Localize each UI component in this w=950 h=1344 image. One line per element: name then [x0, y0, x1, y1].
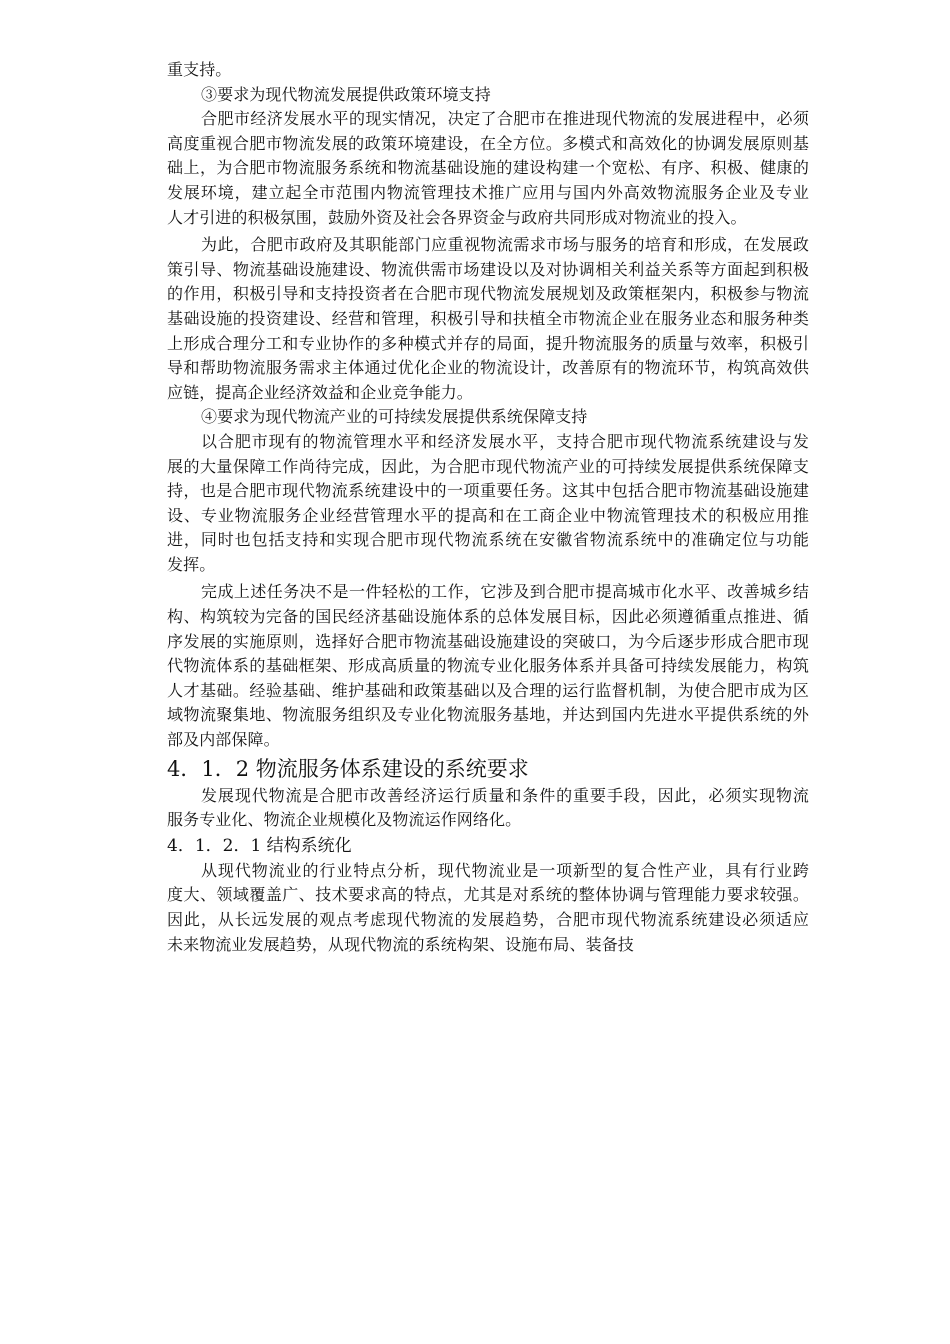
- text-line: 为此，合肥市政府及其职能部门应重视物流需求市场与服务的培育和形成，在发展政: [201, 235, 809, 255]
- text-line: 部及内部保障。: [167, 730, 280, 750]
- text-line: 度大、领域覆盖广、技术要求高的特点，尤其是对系统的整体协调与管理能力要求较强。: [167, 885, 809, 905]
- section-heading: 4．1．2 物流服务体系建设的系统要求: [167, 756, 529, 781]
- text-line: 的作用，积极引导和支持投资者在合肥市现代物流发展规划及政策框架内，积极参与物流: [167, 284, 809, 304]
- text-line: 上形成合理分工和专业协作的多种模式并存的局面，提升物流服务的质量与效率，积极引: [167, 333, 809, 353]
- text-line: 策引导、物流基础设施建设、物流供需市场建设以及对协调相关利益关系等方面起到积极: [167, 259, 809, 279]
- text-line: 发展环境，建立起全市范围内物流管理技术推广应用与国内外高效物流服务企业及专业: [167, 182, 809, 202]
- text-line: 完成上述任务决不是一件轻松的工作，它涉及到合肥市提高城市化水平、改善城乡结: [201, 582, 809, 602]
- text-line: 设、专业物流服务企业经营管理水平的提高和在工商企业中物流管理技术的积极应用推: [167, 505, 809, 525]
- subheading: ③要求为现代物流发展提供政策环境支持: [201, 84, 491, 104]
- text-line: 合肥市经济发展水平的现实情况，决定了合肥市在推进现代物流的发展进程中，必须: [201, 109, 809, 129]
- text-line: 础上，为合肥市物流服务系统和物流基础设施的建设构建一个宽松、有序、积极、健康的: [167, 158, 809, 178]
- text-line: 基础设施的投资建设、经营和管理，积极引导和扶植全市物流企业在服务业态和服务种类: [167, 308, 809, 328]
- text-line: 人才基础。经验基础、维护基础和政策基础以及合理的运行监督机制，为使合肥市成为区: [167, 680, 809, 700]
- text-line: 构、构筑较为完备的国民经济基础设施体系的总体发展目标，因此必须遵循重点推进、循: [167, 607, 809, 627]
- text-line: 人才引进的积极氛围，鼓励外资及社会各界资金与政府共同形成对物流业的投入。: [167, 207, 747, 227]
- text-line: 因此，从长远发展的观点考虑现代物流的发展趋势，合肥市现代物流系统建设必须适应: [167, 910, 809, 929]
- text-line: 服务专业化、物流企业规模化及物流运作网络化。: [167, 810, 522, 830]
- text-line: 持，也是合肥市现代物流系统建设中的一项重要任务。这其中包括合肥市物流基础设施建: [167, 481, 809, 501]
- text-line: 发展现代物流是合肥市改善经济运行质量和条件的重要手段，因此，必须实现物流: [201, 785, 809, 805]
- text-line: 序发展的实施原则，选择好合肥市物流基础设施建设的突破口，为今后逐步形成合肥市现: [167, 631, 809, 651]
- text-line: 应链，提高企业经济效益和企业竞争能力。: [167, 382, 473, 402]
- text-line: 域物流聚集地、物流服务组织及专业化物流服务基地，并达到国内先进水平提供系统的外: [167, 705, 809, 725]
- text-line: 以合肥市现有的物流管理水平和经济发展水平，支持合肥市现代物流系统建设与发: [201, 431, 809, 451]
- text-line: 未来物流业发展趋势，从现代物流的系统构架、设施布局、装备技: [167, 934, 634, 954]
- text-line: 高度重视合肥市物流发展的政策环境建设，在全方位。多模式和高效化的协调发展原则基: [167, 133, 809, 153]
- text-line: 代物流体系的基础框架、形成高质量的物流专业化服务体系并具备可持续发展能力，构筑: [167, 656, 809, 676]
- subheading: ④要求为现代物流产业的可持续发展提供系统保障支持: [201, 407, 588, 427]
- subsection-heading: 4．1．2．1 结构系统化: [167, 835, 352, 856]
- document-page: [167, 58, 809, 957]
- text-line: 展的大量保障工作尚待完成，因此，为合肥市现代物流产业的可持续发展提供系统保障支: [167, 456, 809, 476]
- text-line: 重支持。: [167, 60, 232, 79]
- text-line: 发挥。: [167, 554, 216, 574]
- text-line: 进，同时也包括支持和实现合肥市现代物流系统在安徽省物流系统中的准确定位与功能: [167, 530, 809, 550]
- text-line: 从现代物流业的行业特点分析，现代物流业是一项新型的复合性产业，具有行业跨: [201, 860, 809, 880]
- text-line: 导和帮助物流服务需求主体通过优化企业的物流设计，改善原有的物流环节，构筑高效供: [167, 358, 809, 378]
